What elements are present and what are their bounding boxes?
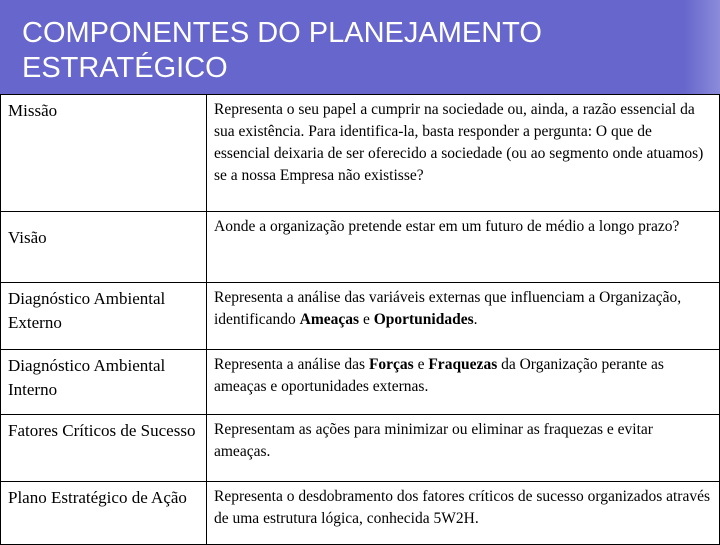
description-cell: [207, 212, 720, 283]
description-text: Representa o desdobramento dos fatores críticos de sucesso organizados através de uma estrutura lógica, conhecida 5W2H.: [214, 488, 710, 527]
description-cell: [207, 283, 720, 350]
table-row: [1, 95, 720, 212]
term-cell: Diagnóstico Ambiental Interno: [1, 350, 207, 415]
highlight-term: Forças: [368, 356, 414, 373]
description-cell: [207, 95, 720, 212]
description-cell: [207, 482, 720, 545]
description-cell: [207, 415, 720, 482]
description-text: Representa o seu papel a cumprir na sociedade ou, ainda, a razão essencial da sua existência. Para identifica-la, basta responder a pergunta: O que de essencial deixaria de ser oferecido a sociedade (ou ao segmento onde atuamos) se a nossa Empresa não existisse?: [214, 101, 704, 184]
term-cell: Fatores Críticos de Sucesso: [1, 415, 207, 482]
table-row: [1, 482, 720, 545]
highlight-term: Oportunidades: [373, 311, 474, 328]
term-cell: Visão: [1, 212, 207, 283]
table-row: [1, 415, 720, 482]
description-cell: [207, 350, 720, 415]
table-row: [1, 350, 720, 415]
components-table: [0, 94, 720, 545]
highlight-term: Ameaças: [299, 311, 360, 328]
description-text: da Organização perante as ameaças e oportunidades externas.: [214, 356, 664, 395]
description-text: .: [473, 311, 478, 328]
description-text: Representa a análise das: [214, 356, 369, 373]
table-row: [1, 212, 720, 283]
term-cell: Missão: [1, 95, 207, 212]
description-text: e: [413, 356, 429, 373]
page-title: COMPONENTES DO PLANEJAMENTO ESTRATÉGICO: [22, 17, 542, 84]
table-row: [1, 283, 720, 350]
title-banner: [0, 0, 720, 94]
banner-highlight: [684, 0, 720, 94]
description-text: e: [359, 311, 374, 328]
term-cell: Diagnóstico Ambiental Externo: [1, 283, 207, 350]
term-cell: Plano Estratégico de Ação: [1, 482, 207, 545]
highlight-term: Fraquezas: [428, 356, 498, 373]
description-text: Representam as ações para minimizar ou eliminar as fraquezas e evitar ameaças.: [214, 421, 653, 460]
description-text: Aonde a organização pretende estar em um futuro de médio a longo prazo?: [214, 218, 680, 235]
description-text: Representa a análise das variáveis externas que influenciam a Organização, identificando: [214, 289, 682, 328]
